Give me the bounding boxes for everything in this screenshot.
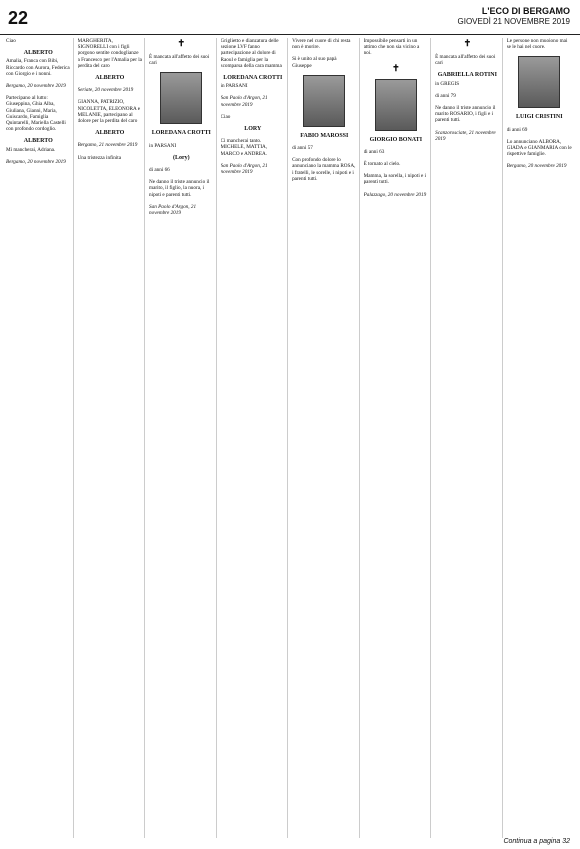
deceased-name: (Lory) (172, 154, 190, 161)
obituary-notice (292, 133, 357, 139)
obituary-notice (221, 75, 286, 89)
notice-text: in PARSANI (220, 83, 248, 90)
page-header (0, 0, 580, 35)
place-date: Bergamo, 20 novembre 2019 (6, 158, 66, 165)
place-date: Bergamo, 21 novembre 2019 (77, 142, 138, 149)
obituary-notice (221, 114, 286, 120)
deceased-name: LOREDANA CROTTI (223, 75, 283, 82)
obituary-notice (78, 75, 143, 81)
notice-text: Griglietto e dianzatura delle sezione LVF fanno partecipazione al dolore di Raoul e famiglia per la scomparsa della cara mamma (220, 38, 282, 69)
obituary-notice (78, 142, 143, 148)
obituary-columns (6, 38, 574, 838)
notice-text: Mi mancherai, Adriana. (6, 146, 56, 153)
place-date: Bergamo, 20 novembre 2019 (6, 83, 66, 90)
obituary-notice (292, 38, 357, 50)
obituary-notice (221, 95, 286, 107)
deceased-name: ALBERTO (95, 130, 125, 137)
deceased-name: LUIGI CRISTINI (516, 114, 563, 121)
place-date: San Paolo d'Argon, 21 novembre 2019 (149, 203, 197, 217)
obituary-notice (6, 83, 71, 89)
column-5 (292, 38, 360, 838)
obituary-notice (435, 93, 500, 99)
cross-icon: ✝ (392, 62, 400, 73)
obituary-notice (78, 38, 143, 69)
obituary-notice (78, 99, 143, 124)
place-date: Seriate, 20 novembre 2019 (77, 87, 134, 94)
deceased-name: GABRIELLA ROTINI (437, 72, 497, 79)
obituary-notice (78, 130, 143, 136)
obituary-notice (435, 54, 500, 66)
column-4 (221, 38, 289, 838)
obituary-notice (364, 149, 429, 155)
notice-text: Vivere nel cuore di chi resta non è morire. (292, 38, 351, 51)
deceased-name: GIORGIO BONATI (369, 136, 423, 143)
notice-text: Ciao (220, 113, 231, 120)
obituary-notice (435, 130, 500, 142)
notice-text: È mancata all'affetto dei suoi cari (149, 54, 210, 67)
notice-text: È tornato al cielo. (363, 161, 401, 168)
newspaper-info (458, 6, 571, 27)
deceased-name: FABIO MAROSSI (300, 132, 349, 139)
notice-text: Le persone non muoiono mai se le hai nel cuore. (506, 38, 568, 51)
column-1 (6, 38, 74, 838)
portrait-photo (160, 72, 202, 124)
deceased-name: ALBERTO (95, 75, 125, 82)
obituary-notice (364, 137, 429, 143)
obituary-notice (507, 114, 572, 120)
place-date: San Paolo d'Argon, 21 novembre 2019 (220, 162, 268, 176)
obituary-notice (507, 56, 572, 108)
obituary-notice (364, 192, 429, 198)
notice-text: Con profondo dolore lo annunciano la mamma ROSA, i fratelli, le sorelle, i nipoti e i parenti tutti. (292, 157, 356, 182)
obituary-notice (435, 105, 500, 124)
obituary-notice (6, 38, 71, 44)
notice-text: Partecipano al lutto: Giuseppina, Ghia Alba, Giuliana, Gianni, Maria, Guiscardo, Famiglia Quintarelli, Mariella Castelli con profondo cordoglio. (6, 95, 66, 133)
obituary-notice (149, 38, 214, 48)
obituary-notice (78, 87, 143, 93)
obituary-notice (149, 204, 214, 216)
notice-text: Ciao (6, 38, 16, 44)
obituary-notice (6, 159, 71, 165)
obituary-notice (78, 155, 143, 161)
obituary-notice (221, 126, 286, 132)
column-2 (78, 38, 146, 838)
deceased-name: LORY (244, 126, 262, 133)
notice-text: in GREGIS (435, 80, 460, 87)
deceased-name: ALBERTO (23, 138, 53, 145)
obituary-notice (364, 63, 429, 73)
column-3 (149, 38, 217, 838)
place-date: San Paolo d'Argon, 21 novembre 2019 (220, 95, 268, 108)
notice-text: di anni 63 (363, 148, 385, 155)
obituary-notice (364, 161, 429, 167)
place-date: Bergamo, 20 novembre 2019 (506, 163, 567, 170)
obituary-notice (6, 50, 71, 77)
obituary-notice (364, 173, 429, 185)
column-7 (435, 38, 503, 838)
continuation-note: Continua a pagina 32 (503, 838, 570, 845)
page-number: 22 (8, 8, 29, 28)
obituary-notice (364, 38, 429, 57)
obituary-notice (292, 145, 357, 151)
notice-text: È mancata all'affetto dei suoi cari (435, 54, 496, 67)
obituary-notice (149, 179, 214, 198)
obituary-notice (149, 54, 214, 66)
obituary-notice (507, 127, 572, 133)
issue-date: GIOVEDÌ 21 NOVEMBRE 2019 (457, 17, 570, 26)
deceased-name: LOREDANA CROTTI (151, 130, 211, 137)
column-6 (364, 38, 432, 838)
notice-text: di anni 69 (506, 126, 528, 133)
obituary-notice (149, 143, 214, 149)
cross-icon: ✝ (177, 38, 186, 48)
obituary-notice (149, 130, 214, 136)
notice-text: Amalia, Franca con Bibi, Riccardo con Aurora, Federica con Giorgio e i nonni. (6, 58, 70, 77)
portrait-photo (518, 56, 560, 108)
portrait-photo (375, 79, 417, 131)
newspaper-name: L'ECO DI BERGAMO (481, 6, 570, 16)
obituary-notice (6, 138, 71, 152)
notice-text: GIANNA, PATRIZIO, NICOLETTA, ELEONORA e MELANIE, partecipano al dolore per la perdita del caro (77, 99, 141, 125)
notice-text: Una tristezza infinita (77, 154, 122, 161)
notice-text: Ne danno il triste annuncio il marito ROSARIO, i figli e i parenti tutti. (435, 105, 496, 124)
notice-text: di anni 79 (435, 92, 456, 99)
obituary-notice (6, 95, 71, 132)
obituary-notice (507, 139, 572, 158)
cross-icon: ✝ (463, 38, 472, 48)
notice-text: di anni 57 (292, 145, 313, 152)
notice-text: Lo annunciano ALBORA, GIADA e GIANMARIA con le rispettive famiglie. (506, 138, 572, 158)
obituary-notice (149, 167, 214, 173)
place-date: Scanzorosciate, 21 novembre 2019 (435, 129, 496, 142)
obituary-notice (435, 72, 500, 86)
notice-text: Ne danno il triste annuncio il marito, il figlio, la nuora, i nipoti e parenti tutti. (149, 179, 210, 198)
obituary-notice (435, 38, 500, 48)
obituary-notice (149, 155, 214, 161)
obituary-notice (149, 72, 214, 124)
obituary-notice (364, 79, 429, 131)
obituary-notice (221, 38, 286, 69)
obituary-notice (507, 38, 572, 50)
obituary-notice (221, 163, 286, 175)
deceased-name: ALBERTO (23, 50, 53, 57)
obituary-notice (292, 56, 357, 68)
obituary-notice (292, 157, 357, 182)
notice-text: Impossibile pensarti in un attimo che non sia vicino a noi. (363, 38, 420, 57)
notice-text: Si è unito al suo papà Giuseppe (292, 56, 337, 69)
notice-text: di anni 66 (149, 167, 170, 174)
place-date: Palazzago, 20 novembre 2019 (363, 191, 427, 198)
notice-text: Mamma, la sorella, i nipoti e i parenti tutti. (363, 173, 427, 186)
notice-text: Ci mancherai tanto. MICHELE, MATTIA, MARCO e ANDREA. (220, 138, 268, 157)
obituary-notice (292, 75, 357, 127)
notice-text: in PARSANI (149, 142, 177, 149)
notice-text: MARGHERITA, SIGNORELLI con i figli porgono sentite condoglianze a Francesco per l'Amalia per la perdita del caro (77, 38, 142, 69)
portrait-photo (303, 75, 345, 127)
column-8 (507, 38, 574, 838)
obituary-notice (507, 163, 572, 169)
obituary-notice (221, 138, 286, 157)
